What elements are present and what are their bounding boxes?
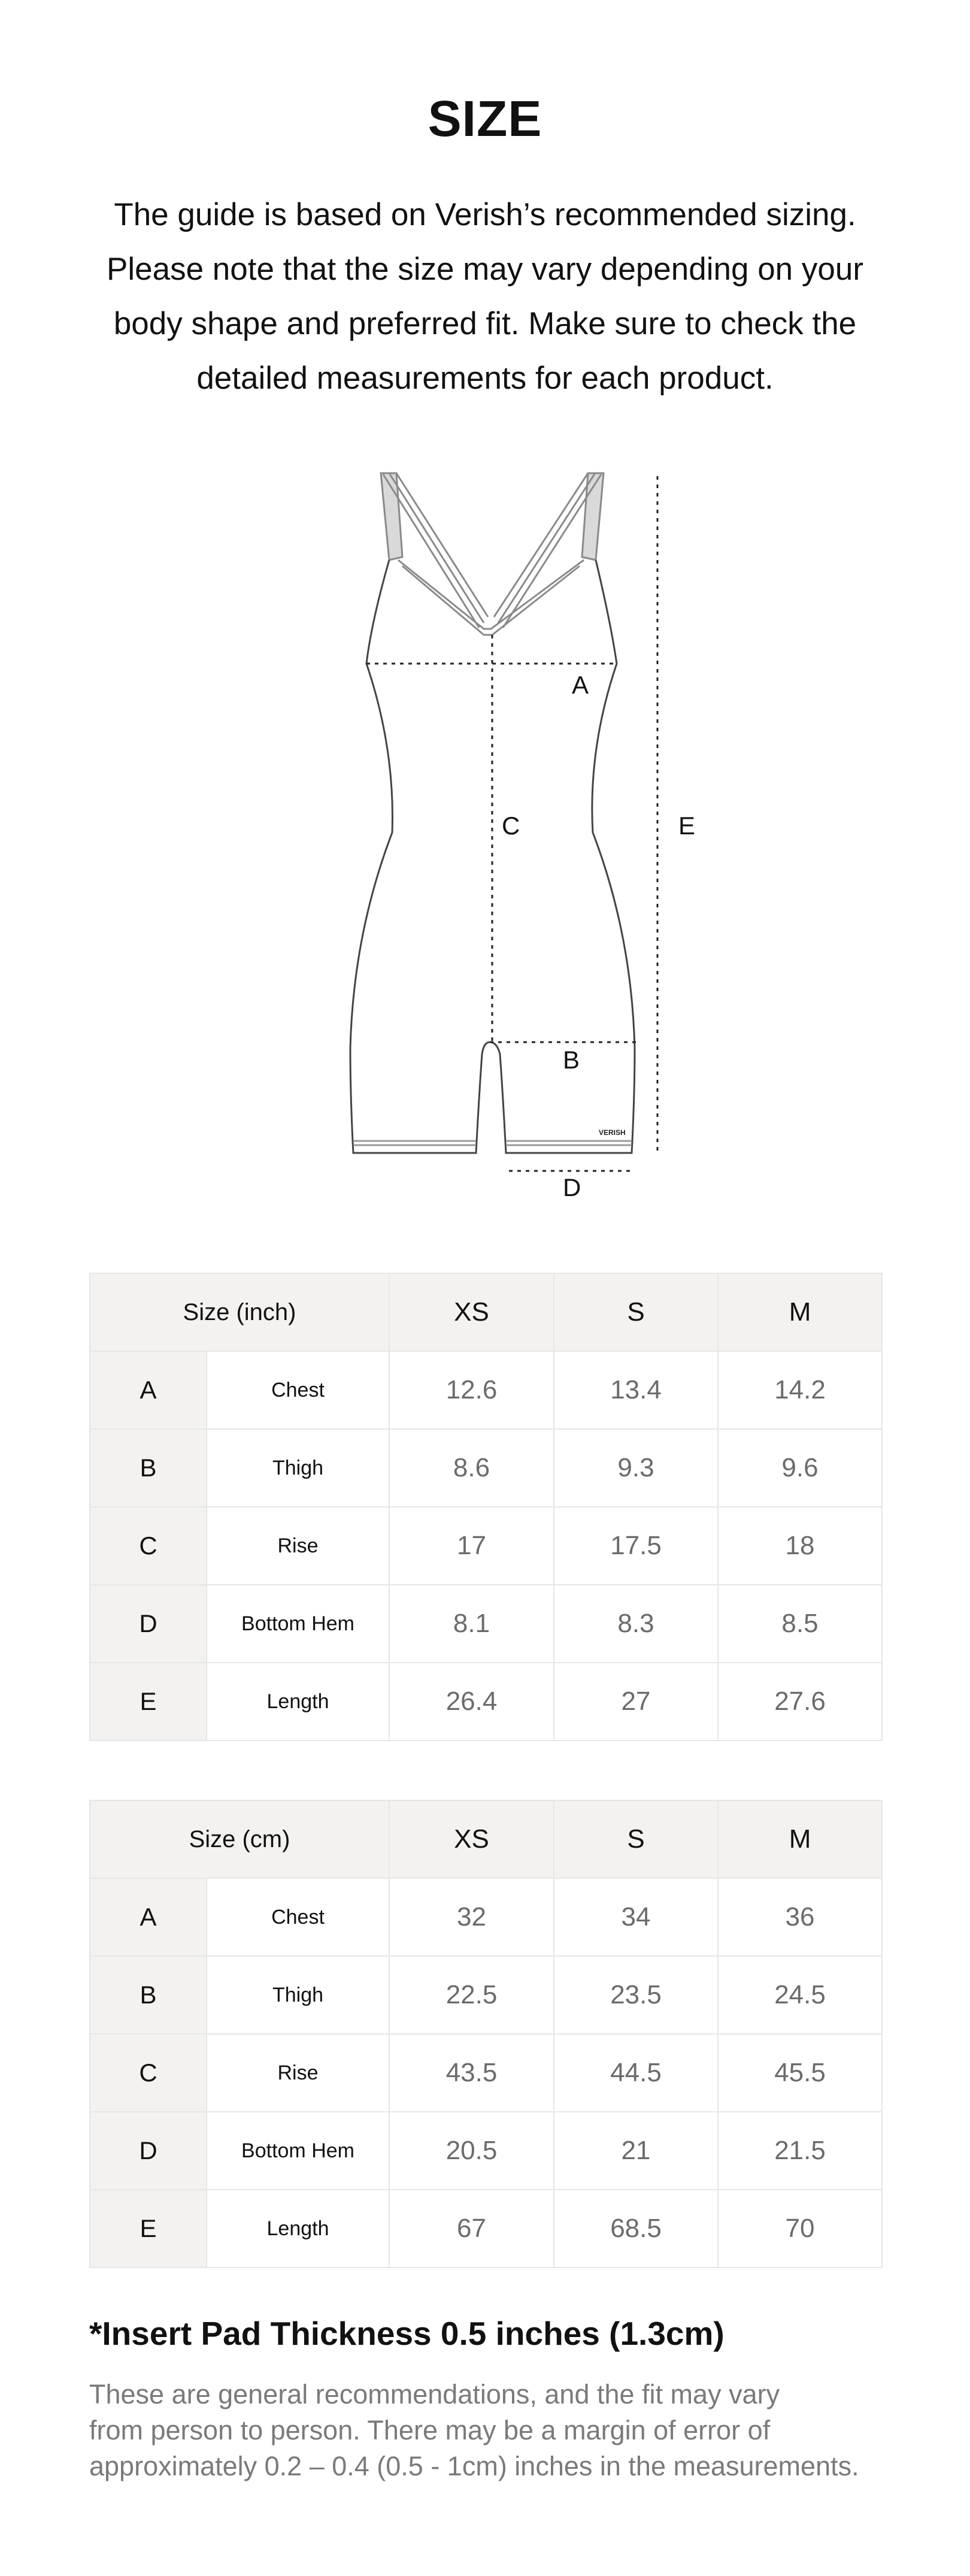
intro-text xyxy=(0,187,970,405)
row-name: Length xyxy=(207,2190,389,2268)
row-value: 34 xyxy=(554,1878,718,1956)
disclaimer-line: These are general recommendations, and the fit may vary xyxy=(89,2379,780,2409)
row-value: 22.5 xyxy=(389,1956,554,2034)
hem-bands xyxy=(353,1141,632,1145)
row-name: Chest xyxy=(207,1878,389,1956)
row-letter: E xyxy=(90,1663,207,1740)
label-a: A xyxy=(572,671,589,699)
row-value: 9.3 xyxy=(554,1429,718,1507)
row-name: Thigh xyxy=(207,1429,389,1507)
label-c: C xyxy=(502,812,520,840)
row-value: 70 xyxy=(718,2190,882,2268)
row-value: 32 xyxy=(389,1878,554,1956)
size-table-inch xyxy=(89,1273,883,1741)
row-letter: D xyxy=(90,1585,207,1663)
row-letter: E xyxy=(90,2190,207,2268)
table-row xyxy=(90,2112,882,2190)
row-value: 8.1 xyxy=(389,1585,554,1663)
row-value: 36 xyxy=(718,1878,882,1956)
size-header: XS xyxy=(389,1800,554,1878)
insert-pad-note: *Insert Pad Thickness 0.5 inches (1.3cm) xyxy=(89,2315,725,2352)
row-value: 68.5 xyxy=(554,2190,718,2268)
row-value: 8.6 xyxy=(389,1429,554,1507)
row-value: 18 xyxy=(718,1507,882,1585)
table-row xyxy=(90,1429,882,1507)
row-name: Chest xyxy=(207,1351,389,1429)
label-b: B xyxy=(563,1046,580,1074)
row-name: Bottom Hem xyxy=(207,1585,389,1663)
row-value: 13.4 xyxy=(554,1351,718,1429)
row-name: Thigh xyxy=(207,1956,389,2034)
row-name: Rise xyxy=(207,1507,389,1585)
size-header: M xyxy=(718,1800,882,1878)
disclaimer-line: from person to person. There may be a margin of error of xyxy=(89,2415,771,2445)
row-letter: C xyxy=(90,2034,207,2112)
row-name: Bottom Hem xyxy=(207,2112,389,2190)
intro-line: The guide is based on Verish’s recommended sizing. xyxy=(114,197,856,232)
left-strap xyxy=(381,473,488,628)
table-row xyxy=(90,1878,882,1956)
table-row xyxy=(90,2190,882,2268)
row-value: 45.5 xyxy=(718,2034,882,2112)
intro-line: Please note that the size may vary depending on your xyxy=(107,252,863,287)
row-letter: C xyxy=(90,1507,207,1585)
intro-line: detailed measurements for each product. xyxy=(196,361,774,396)
row-value: 24.5 xyxy=(718,1956,882,2034)
garment-logo: VERISH xyxy=(599,1128,626,1137)
row-value: 17 xyxy=(389,1507,554,1585)
size-header: S xyxy=(554,1800,718,1878)
table-row xyxy=(90,1663,882,1740)
row-value: 67 xyxy=(389,2190,554,2268)
size-header: XS xyxy=(389,1273,554,1351)
row-value: 14.2 xyxy=(718,1351,882,1429)
row-letter: B xyxy=(90,1956,207,2034)
row-value: 8.5 xyxy=(718,1585,882,1663)
row-letter: B xyxy=(90,1429,207,1507)
row-value: 12.6 xyxy=(389,1351,554,1429)
unit-label: Size (cm) xyxy=(90,1800,389,1878)
row-value: 21 xyxy=(554,2112,718,2190)
table-header-row xyxy=(90,1273,882,1351)
table-row xyxy=(90,2034,882,2112)
size-table-cm xyxy=(89,1800,883,2268)
table-header-row xyxy=(90,1800,882,1878)
row-value: 27 xyxy=(554,1663,718,1740)
label-e: E xyxy=(678,812,696,840)
row-value: 27.6 xyxy=(718,1663,882,1740)
right-strap xyxy=(494,473,604,628)
row-name: Length xyxy=(207,1663,389,1740)
row-value: 9.6 xyxy=(718,1429,882,1507)
table-row xyxy=(90,1585,882,1663)
unit-label: Size (inch) xyxy=(90,1273,389,1351)
size-header: M xyxy=(718,1273,882,1351)
row-value: 8.3 xyxy=(554,1585,718,1663)
row-letter: D xyxy=(90,2112,207,2190)
row-value: 26.4 xyxy=(389,1663,554,1740)
table-row xyxy=(90,1507,882,1585)
neckline-trim xyxy=(398,560,584,635)
row-letter: A xyxy=(90,1878,207,1956)
garment-measurement-diagram xyxy=(0,461,970,1198)
row-value: 21.5 xyxy=(718,2112,882,2190)
table-row xyxy=(90,1956,882,2034)
label-d: D xyxy=(563,1173,581,1198)
disclaimer-line: approximately 0.2 – 0.4 (0.5 - 1cm) inches in the measurements. xyxy=(89,2451,859,2481)
row-value: 23.5 xyxy=(554,1956,718,2034)
fit-disclaimer xyxy=(89,2377,892,2484)
row-letter: A xyxy=(90,1351,207,1429)
row-value: 44.5 xyxy=(554,2034,718,2112)
page-title: SIZE xyxy=(428,90,542,147)
intro-line: body shape and preferred fit. Make sure to check the xyxy=(113,306,857,341)
table-row xyxy=(90,1351,882,1429)
size-header: S xyxy=(554,1273,718,1351)
row-value: 20.5 xyxy=(389,2112,554,2190)
row-name: Rise xyxy=(207,2034,389,2112)
row-value: 43.5 xyxy=(389,2034,554,2112)
row-value: 17.5 xyxy=(554,1507,718,1585)
